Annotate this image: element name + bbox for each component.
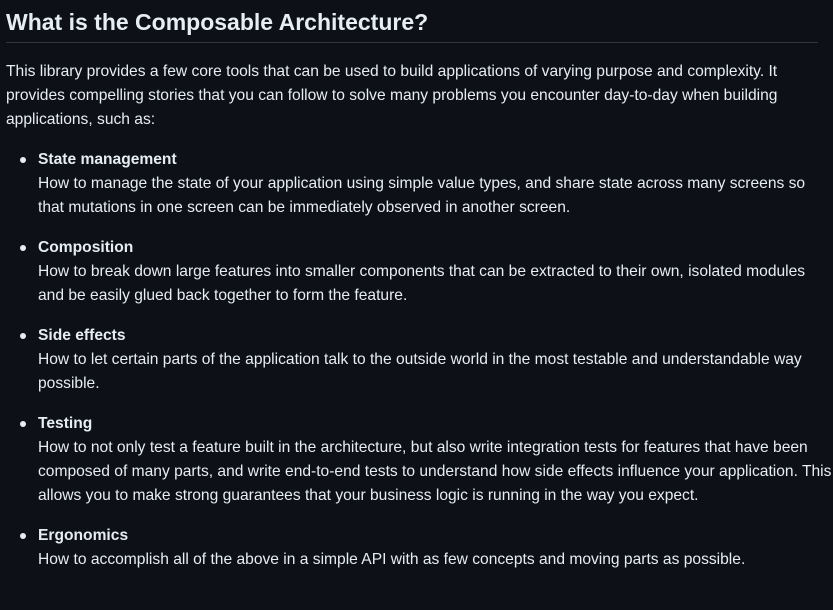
feature-list xyxy=(0,148,833,588)
bullet-icon xyxy=(20,533,26,539)
list-item-title: Composition xyxy=(38,239,134,256)
bullet-icon xyxy=(20,421,26,427)
intro-paragraph: This library provides a few core tools that can be used to build applications of varying purpose and complexity. It provides compelling stories that you can follow to solve many problems you encounter day-to-day when building applications, such as: xyxy=(6,63,778,128)
bullet-icon xyxy=(20,333,26,339)
list-item-description: How to break down large features into smaller components that can be extracted to their own, isolated modules and be easily glued back together to form the feature. xyxy=(38,263,806,304)
heading-divider xyxy=(6,42,818,43)
list-item-composition xyxy=(0,236,833,308)
list-item-title: Ergonomics xyxy=(38,527,129,544)
list-item-state-management xyxy=(0,148,833,220)
list-item-testing xyxy=(0,412,833,508)
list-item-description: How to accomplish all of the above in a simple API with as few concepts and moving parts as possible. xyxy=(38,551,746,568)
list-item-title: State management xyxy=(38,151,177,168)
bullet-icon xyxy=(20,157,26,163)
list-item-description: How to let certain parts of the application talk to the outside world in the most testable and understandable way possible. xyxy=(38,351,802,392)
list-item-title: Testing xyxy=(38,415,93,432)
list-item-description: How to not only test a feature built in the architecture, but also write integration tests for features that have been composed of many parts, and write end-to-end tests to understand how side effects influence your application. This allows you to make strong guarantees that your business logic is running in the way you expect. xyxy=(38,439,832,504)
list-item-side-effects xyxy=(0,324,833,396)
section-heading: What is the Composable Architecture? xyxy=(6,9,429,35)
list-item-ergonomics xyxy=(0,524,833,572)
bullet-icon xyxy=(20,245,26,251)
list-item-title: Side effects xyxy=(38,327,126,344)
list-item-description: How to manage the state of your application using simple value types, and share state across many screens so that mutations in one screen can be immediately observed in another screen. xyxy=(38,175,806,216)
